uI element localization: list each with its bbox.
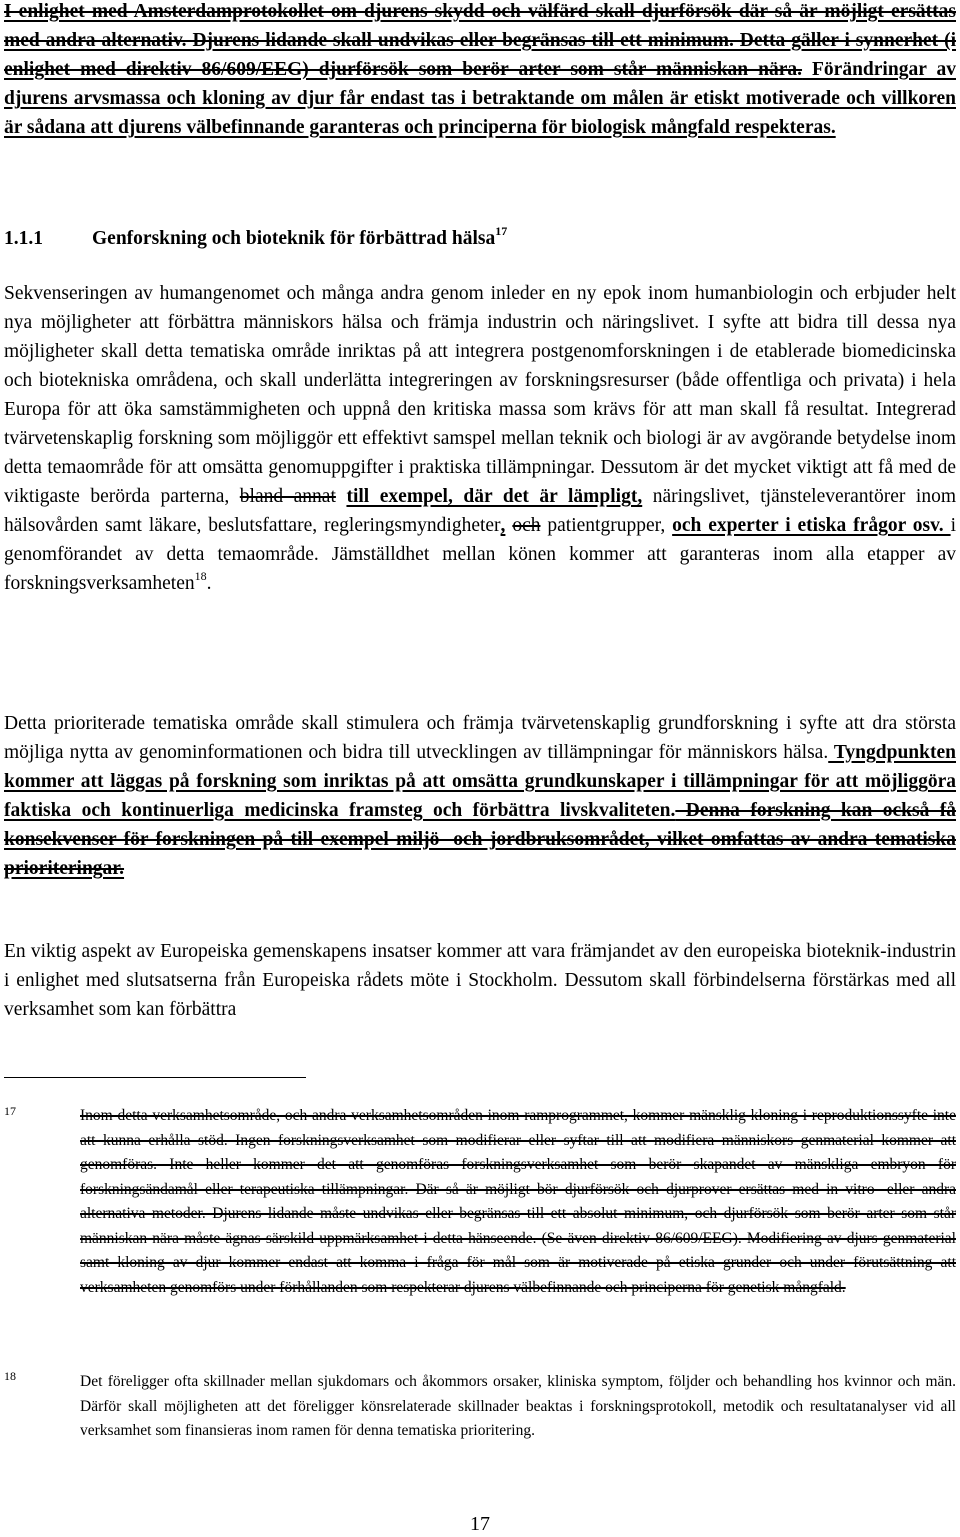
deleted-text: bland annat xyxy=(239,486,336,507)
deleted-text: och xyxy=(512,515,541,536)
inserted-text: Tyngdpunkten kommer att läggas på forskning som inriktas på att omsätta grundkunskaper i tillämpningar för att möjliggöra faktiska och kontinuerliga medicinska framsteg och förbättra livskvaliteten. xyxy=(4,742,956,821)
inserted-text: till exempel, där det är lämpligt, xyxy=(346,486,643,507)
paragraph-genome-research: Sekvenseringen av humangenomet och många andra genom inleder en ny epok inom humanbiologin och erbjuder helt nya möjligheter att förbättra människors hälsa och främja industrin och näringslivet. I syfte att bidra till dessa nya möjligheter skall detta tematiska område inriktas på att integrera postgenomforskningen i de etablerade biomedicinska och biotekniska områdena, och skall underlätta integreringen av forskningsresurser (både offentliga och privata) i hela Europa för att öka samstämmigheten och uppnå den kritiska massa som krävs för att man skall få resultat. Integrerad tvärvetenskaplig forskning som möjliggör ett effektivt samspel mellan teknik och biologi är av avgörande betydelse inom detta temaområde för att omsätta genomuppgifter i praktiska tillämpningar. Dessutom är det mycket viktigt att få med de viktigaste berörda parterna, bland annat till exempel, där det är lämpligt, näringslivet, tjänsteleverantörer inom hälsovården samt läkare, beslutsfattare, regleringsmyndigheter, och patientgrupper, och experter i etiska frågor osv. i genomförandet av detta temaområde. Jämställdhet mellan könen kommer att garanteras inom alla etapper av forskningsverksamheten$^{18}$. xyxy=(4,283,957,594)
section-heading xyxy=(4,224,956,253)
inserted-text: , xyxy=(500,515,506,536)
section-title: Genforskning och bioteknik för förbättrad hälsa xyxy=(92,228,496,249)
footnote-ref-17[interactable]: 17 xyxy=(495,224,508,238)
footnote-17 xyxy=(80,1104,956,1300)
paragraph-priority-area: Detta prioriterade tematiska område skall stimulera och främja tvärvetenskaplig grundforskning i syfte att dra största möjliga nytta av genominformationen och bidra till utvecklingen av tillämpningar för människors hälsa. Tyngdpunkten kommer att läggas på forskning som inriktas på att omsätta grundkunskaper i tillämpningar för att möjliggöra faktiska och kontinuerliga medicinska framsteg och förbättra livskvaliteten. Denna forskning kan också få konsekvenser för forskningen på till exempel miljö- och jordbruksområdet, vilket omfattas av andra tematiska prioriteringar. xyxy=(4,713,956,879)
footnote-mark-18: 18 xyxy=(4,1369,16,1383)
section-number: 1.1.1 xyxy=(4,228,43,249)
footnote-ref-18[interactable]: 18 xyxy=(194,569,207,583)
struck-inserted-text: Denna forskning kan också få konsekvenser för forskningen på till exempel miljö- och jordbruksområdet, vilket omfattas av andra tematiska prioriteringar. xyxy=(4,800,956,879)
page-number: 17 xyxy=(470,1513,490,1535)
footnote-separator xyxy=(4,1077,306,1078)
footnote-mark-17: 17 xyxy=(4,1104,16,1118)
footnote-18: Det föreligger ofta skillnader mellan sjukdomars och åkommors orsaker, kliniska symptom, följder och behandling hos kvinnor och män. Därför skall möjligheten att det föreligger könsrelaterade skillnader beaktas i forskningsprotokoll, metodik och resultatanalyser vid all verksamhet som finansieras inom ramen för denna tematiska prioritering. xyxy=(80,1373,956,1439)
inserted-text: och experter i etiska frågor osv. xyxy=(672,515,951,536)
struck-inserted-text: I enlighet med Amsterdamprotokollet om djurens skydd och välfärd skall djurförsök där så är möjligt ersättas med andra alternativ. Djurens lidande skall undvikas eller begränsas till ett minimum. Detta gäller i synnerhet (i enlighet med direktiv 86/609/EEG) djurförsök som berör arter som står människan nära. xyxy=(4,1,956,80)
paragraph-biotech-industry: En viktig aspekt av Europeiska gemenskapens insatser kommer att vara främjandet av den europeiska bioteknik-industrin i enlighet med slutsatserna från Europeiska rådets möte i Stockholm. Dessutom skall förbindelserna förstärkas med all verksamhet som kan förbättra xyxy=(4,941,956,1020)
deleted-text: Inom detta verksamhetsområde, och andra verksamhetsområden inom ramprogrammet, kommer mänsklig kloning i reproduktionssyfte inte att kunna erhålla stöd. Ingen forskningsverksamhet som modifierar eller syftar till att modifiera människors genmaterial kommer att genomföras. Inte heller kommer det att genomföras forskningsverksamhet som berör skapandet av mänskliga embryon för forskningsändamål eller terapeutiska tillämpningar. Där så är möjligt bör djurförsök och djurprover ersättas med in vitro- eller andra alternativa metoder. Djurens lidande måste undvikas eller begränsas till ett absolut minimum, och djurförsök som berör arter som står människan nära måste ägnas särskild uppmärksamhet i detta hänseende. (Se även direktiv 86/609/EEG). Modifiering av djurs genmaterial samt kloning av djur kommer endast att komma i fråga för mål som är motiverade på etiska grunder och under förutsättning att verksamheten genomförs under förhållanden som respekterar djurens välbefinnande och principerna för genetisk mångfald. xyxy=(80,1107,956,1296)
inserted-text: Förändringar av djurens arvsmassa och kloning av djur får endast tas i betraktande om målen är etiskt motiverade och villkoren är sådana att djurens välbefinnande garanteras och principerna för biologisk mångfald respekteras. xyxy=(4,59,956,138)
paragraph-animal-welfare xyxy=(4,0,956,142)
